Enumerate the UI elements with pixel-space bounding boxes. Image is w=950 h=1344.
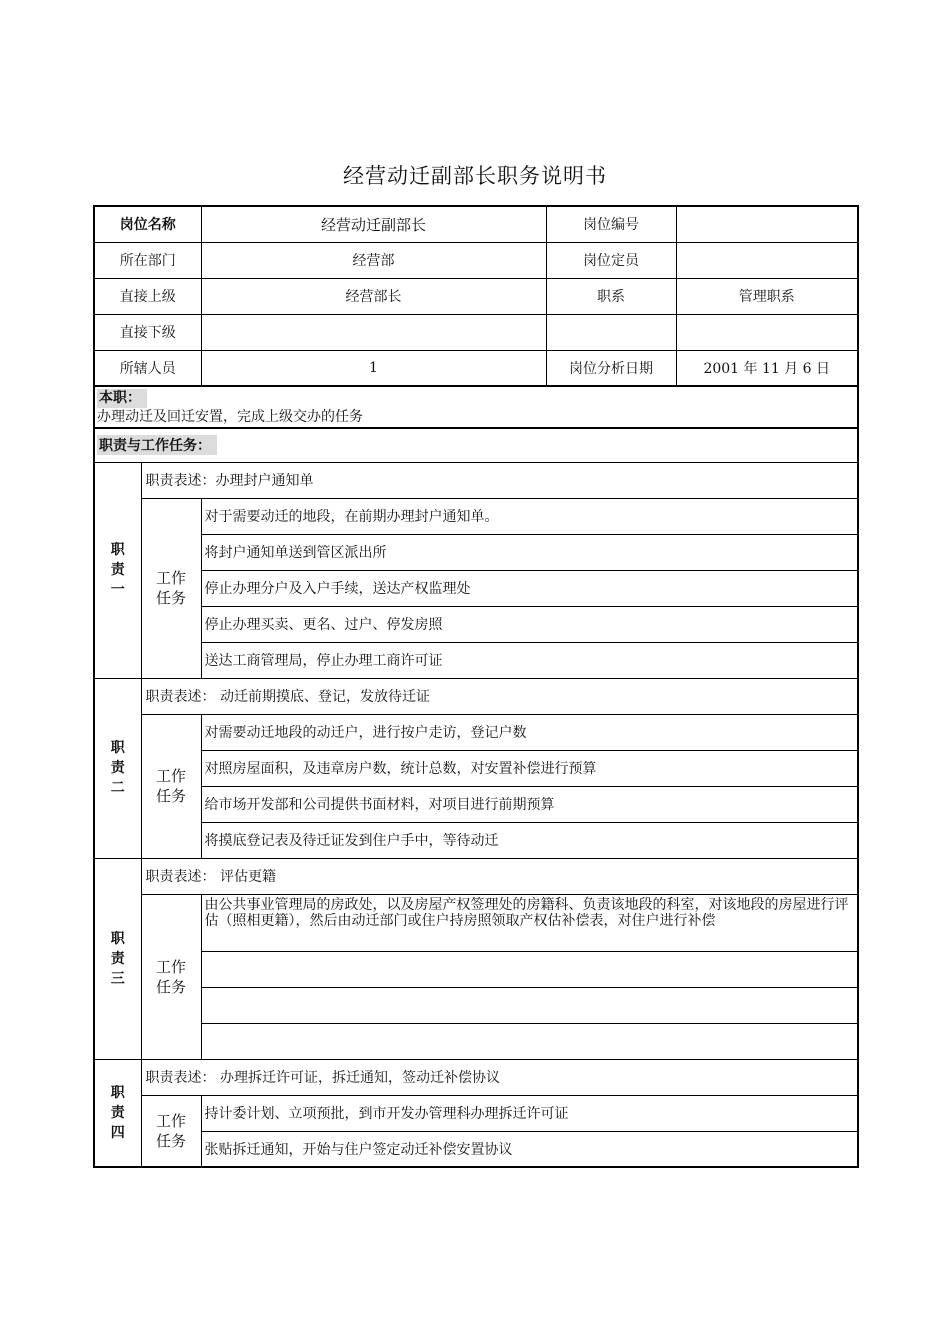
post-name-label: 岗位名称 (94, 206, 201, 242)
resp2-task-row (94, 822, 858, 858)
info-row-staff (94, 350, 858, 386)
resp2-desc: 职责表述： 动迁前期摸底、登记，发放待迁证 (141, 678, 858, 714)
info-row-subordinate (94, 314, 858, 350)
resp3-task-row (94, 894, 858, 951)
date-value: 2001 年 11 月 6 日 (676, 350, 858, 386)
resp2-desc-row (94, 678, 858, 714)
resp4-task-row (94, 1131, 858, 1167)
resp1-task-1: 对于需要动迁的地段，在前期办理封户通知单。 (201, 498, 858, 534)
empty-cell (546, 314, 676, 350)
dept-label: 所在部门 (94, 242, 201, 278)
resp3-task-4 (201, 1023, 858, 1059)
info-row-superior (94, 278, 858, 314)
resp4-desc-row (94, 1059, 858, 1095)
resp2-task-4: 将摸底登记表及待迁证发到住户手中，等待动迁 (201, 822, 858, 858)
resp1-task-row (94, 570, 858, 606)
resp1-work-label: 工作 任务 (141, 498, 201, 678)
resp1-task-4: 停止办理买卖、更名、过户、停发房照 (201, 606, 858, 642)
post-code-label: 岗位编号 (546, 206, 676, 242)
post-name-value: 经营动迁副部长 (201, 206, 546, 242)
series-label: 职系 (546, 278, 676, 314)
resp2-work-label: 工作 任务 (141, 714, 201, 858)
resp1-task-row (94, 498, 858, 534)
resp1-desc: 职责表述：办理封户通知单 (141, 462, 858, 498)
resp1-task-row (94, 534, 858, 570)
document-title: 经营动迁副部长职务说明书 (343, 164, 607, 188)
date-label: 岗位分析日期 (546, 350, 676, 386)
resp2-task-2: 对照房屋面积，及违章房户数，统计总数，对安置补偿进行预算 (201, 750, 858, 786)
staff-label: 所辖人员 (94, 350, 201, 386)
duty-row (94, 386, 858, 428)
resp3-desc: 职责表述： 评估更籍 (141, 858, 858, 894)
job-description-table (93, 205, 859, 1168)
resp2-task-1: 对需要动迁地段的动迁户，进行按户走访，登记户数 (201, 714, 858, 750)
empty-cell (676, 314, 858, 350)
resp3-task-row (94, 987, 858, 1023)
tasks-header-row (94, 428, 858, 462)
resp2-task-row (94, 750, 858, 786)
resp2-task-3: 给市场开发部和公司提供书面材料，对项目进行前期预算 (201, 786, 858, 822)
subordinate-label: 直接下级 (94, 314, 201, 350)
resp3-label: 职 责 三 (94, 858, 141, 1059)
resp3-task-row (94, 951, 858, 987)
resp4-task-row (94, 1095, 858, 1131)
resp1-task-row (94, 642, 858, 678)
resp3-work-label: 工作 任务 (141, 894, 201, 1059)
subordinate-value (201, 314, 546, 350)
info-row-dept (94, 242, 858, 278)
resp4-task-1: 持计委计划、立项预批，到市开发办管理科办理拆迁许可证 (201, 1095, 858, 1131)
duty-text: 办理动迁及回迁安置，完成上级交办的任务 (97, 409, 363, 425)
superior-value: 经营部长 (201, 278, 546, 314)
resp1-task-3: 停止办理分户及入户手续，送达产权监理处 (201, 570, 858, 606)
post-code-value (676, 206, 858, 242)
series-value: 管理职系 (676, 278, 858, 314)
resp4-desc: 职责表述： 办理拆迁许可证，拆迁通知，签动迁补偿协议 (141, 1059, 858, 1095)
resp4-task-2: 张贴拆迁通知，开始与住户签定动迁补偿安置协议 (201, 1131, 858, 1167)
tasks-label: 职责与工作任务： (97, 435, 217, 455)
resp1-task-row (94, 606, 858, 642)
info-row-post (94, 206, 858, 242)
resp3-task-row (94, 1023, 858, 1059)
resp1-label: 职 责 一 (94, 462, 141, 678)
resp2-label: 职 责 二 (94, 678, 141, 858)
resp1-desc-row (94, 462, 858, 498)
resp3-task-3 (201, 987, 858, 1023)
duty-label: 本职： (97, 389, 147, 408)
staffing-label: 岗位定员 (546, 242, 676, 278)
resp4-label: 职 责 四 (94, 1059, 141, 1167)
resp4-work-label: 工作 任务 (141, 1095, 201, 1167)
resp2-task-row (94, 714, 858, 750)
resp1-task-5: 送达工商管理局，停止办理工商许可证 (201, 642, 858, 678)
resp3-task-2 (201, 951, 858, 987)
job-description-sheet (93, 205, 857, 1168)
superior-label: 直接上级 (94, 278, 201, 314)
resp2-task-row (94, 786, 858, 822)
dept-value: 经营部 (201, 242, 546, 278)
staff-value: 1 (201, 350, 546, 386)
staffing-value (676, 242, 858, 278)
resp3-desc-row (94, 858, 858, 894)
resp1-task-2: 将封户通知单送到管区派出所 (201, 534, 858, 570)
resp3-task-1: 由公共事业管理局的房政处，以及房屋产权签理处的房籍科、负责该地段的科室，对该地段的房屋进行评估（照相更籍），然后由动迁部门或住户持房照领取产权估补偿表，对住户进行补偿 (201, 894, 858, 951)
